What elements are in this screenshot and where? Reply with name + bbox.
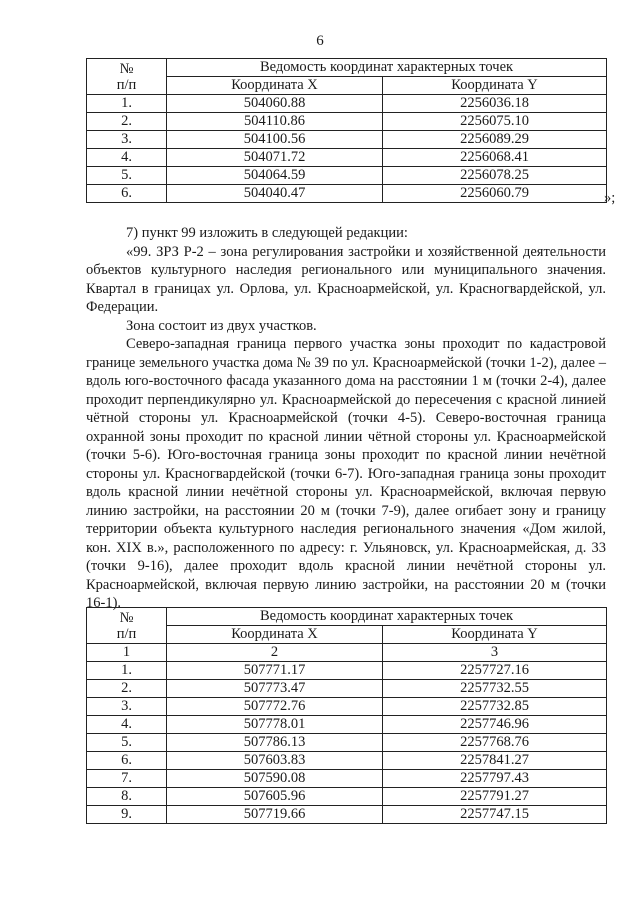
coordinates-table-2 <box>86 607 607 824</box>
row-number: 3. <box>87 698 167 716</box>
row-number: 5. <box>87 734 167 752</box>
zone-boundary-description: Северо-западная граница первого участка зоны проходит по кадастровой границе земельного участка дома № 39 по ул. Красноармейской (точки 1-2), далее – вдоль юго-восточного фасада указанного дома на расстоянии 1 м (точки 2-4), далее проходит перпендикулярно ул. Красноармейской до пересечения с красной линией чётной стороны ул. Красноармейской (точки 4-5). Северо-восточная граница охранной зоны проходит по красной линии чётной стороны ул. Красноармейской (точки 5-6). Юго-восточная граница зоны проходит по красной линии нечётной стороны ул. Красногвардейской (точки 6-7). Юго-западная граница зоны проходит вдоль красной линии нечётной стороны ул. Красноармейской, включая первую линию застройки, на расстоянии 20 м (точки 7-9), далее огибает зону и границу территории объекта культурного наследия регионального значения «Дом жилой, кон. XIX в.», расположенного по адресу: г. Ульяновск, ул. Красноармейская, д. 33 (точки 9-16), далее проходит вдоль красной линии нечётной стороны ул. Красноармейской, включая первую линию застройки, на расстоянии 20 м (точки 16-1). <box>86 336 606 611</box>
row-number: 1. <box>87 95 167 113</box>
coordinate-y: 2257746.96 <box>383 716 607 734</box>
coordinate-x: 504100.56 <box>167 131 383 149</box>
table-row <box>87 716 607 734</box>
coordinate-x: 507719.66 <box>167 806 383 824</box>
coordinate-y: 2256078.25 <box>383 167 607 185</box>
amendment-item: 7) пункт 99 изложить в следующей редакции: <box>126 225 408 241</box>
table-header-row <box>87 608 607 626</box>
coordinate-y: 2257732.55 <box>383 680 607 698</box>
table-row <box>87 770 607 788</box>
coordinates-table-1 <box>86 58 607 203</box>
page-number: 6 <box>316 33 324 49</box>
table-title: Ведомость координат характерных точек <box>167 608 607 626</box>
coordinate-y: 2257747.15 <box>383 806 607 824</box>
coordinate-y: 2256068.41 <box>383 149 607 167</box>
row-number: 8. <box>87 788 167 806</box>
table-row <box>87 131 607 149</box>
row-number: 5. <box>87 167 167 185</box>
coordinate-x: 504060.88 <box>167 95 383 113</box>
coordinate-y: 2257841.27 <box>383 752 607 770</box>
column-index: 2 <box>167 644 383 662</box>
coordinate-y: 2257768.76 <box>383 734 607 752</box>
coordinate-y: 2256060.79 <box>383 185 607 203</box>
coordinate-x: 507772.76 <box>167 698 383 716</box>
row-number: 4. <box>87 716 167 734</box>
column-header-y: Координата Y <box>383 626 607 644</box>
coordinate-x: 507605.96 <box>167 788 383 806</box>
table-row <box>87 806 607 824</box>
coordinate-y: 2257732.85 <box>383 698 607 716</box>
row-number: 6. <box>87 185 167 203</box>
coordinate-y: 2257727.16 <box>383 662 607 680</box>
column-header-x: Координата X <box>167 77 383 95</box>
coordinate-y: 2256089.29 <box>383 131 607 149</box>
row-number: 3. <box>87 131 167 149</box>
table-row <box>87 149 607 167</box>
row-number: 4. <box>87 149 167 167</box>
table-row <box>87 752 607 770</box>
row-number: 6. <box>87 752 167 770</box>
coordinate-x: 507590.08 <box>167 770 383 788</box>
column-header-y: Координата Y <box>383 77 607 95</box>
table-row <box>87 788 607 806</box>
table-row <box>87 680 607 698</box>
number-column-header: № п/п <box>87 59 167 95</box>
column-index-row <box>87 644 607 662</box>
number-column-header: № п/п <box>87 608 167 644</box>
coordinate-x: 507773.47 <box>167 680 383 698</box>
zone-definition: «99. ЗРЗ Р-2 – зона регулирования застройки и хозяйственной деятельности объектов культурного наследия регионального или муниципального значения. Квартал в границах ул. Орлова, ул. Красноармейской, ул. Красногвардейской, ул. Федерации. <box>86 243 606 315</box>
amendment-text <box>86 224 606 613</box>
coordinate-x: 507778.01 <box>167 716 383 734</box>
coordinate-x: 507786.13 <box>167 734 383 752</box>
row-number: 9. <box>87 806 167 824</box>
table-row <box>87 167 607 185</box>
table-row <box>87 662 607 680</box>
row-number: 1. <box>87 662 167 680</box>
coordinate-y: 2257797.43 <box>383 770 607 788</box>
table-row <box>87 734 607 752</box>
coordinate-y: 2256036.18 <box>383 95 607 113</box>
row-number: 7. <box>87 770 167 788</box>
table-header-row <box>87 59 607 77</box>
coordinate-y: 2256075.10 <box>383 113 607 131</box>
coordinate-x: 504064.59 <box>167 167 383 185</box>
table-row <box>87 95 607 113</box>
coordinate-x: 504040.47 <box>167 185 383 203</box>
coordinate-x: 504110.86 <box>167 113 383 131</box>
coordinate-y: 2257791.27 <box>383 788 607 806</box>
column-index: 1 <box>87 644 167 662</box>
table-row <box>87 698 607 716</box>
column-index: 3 <box>383 644 607 662</box>
table-title: Ведомость координат характерных точек <box>167 59 607 77</box>
table-row <box>87 113 607 131</box>
zone-parts: Зона состоит из двух участков. <box>126 317 317 334</box>
coordinate-x: 507771.17 <box>167 662 383 680</box>
row-number: 2. <box>87 680 167 698</box>
coordinate-x: 507603.83 <box>167 752 383 770</box>
closing-quote-mark: »; <box>604 190 616 206</box>
coordinate-x: 504071.72 <box>167 149 383 167</box>
row-number: 2. <box>87 113 167 131</box>
table-row <box>87 185 607 203</box>
column-header-x: Координата X <box>167 626 383 644</box>
